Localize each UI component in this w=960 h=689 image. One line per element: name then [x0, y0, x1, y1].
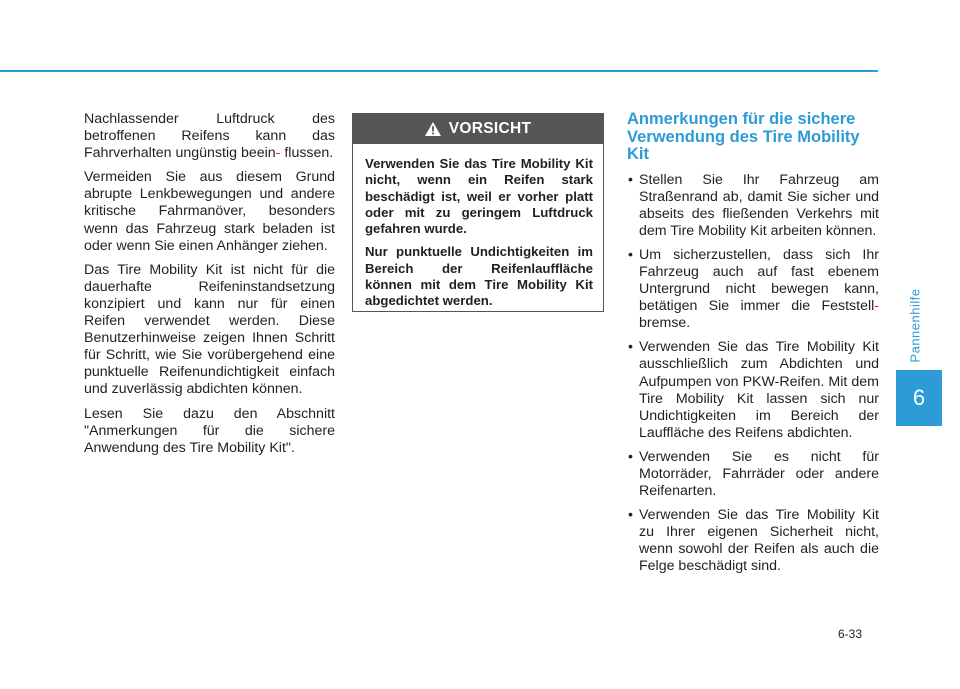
caution-box [352, 113, 604, 312]
hyphen-mark: - [275, 145, 281, 162]
warning-triangle-icon [425, 122, 441, 136]
bullet-list [627, 172, 879, 576]
chapter-side-label [892, 285, 938, 365]
section-heading: Anmerkungen für die sichere Verwendung des Tire Mobility Kit [627, 110, 860, 163]
paragraph-pressure: Nachlassender Luftdruck des betroffenen Reifens kann das Fahrverhalten ungünstig beein- flussen. [84, 111, 335, 162]
list-item: • Stellen Sie Ihr Fahrzeug am Straßenrand ab, damit Sie sicher und abseits des fließenden Verkehrs mit dem Tire Mobility Kit arbeiten können. [627, 172, 879, 240]
list-item: • Verwenden Sie das Tire Mobility Kit ausschließlich zum Abdichten und Aufpumpen von PKW-Reifen. Mit dem Tire Mobility Kit lassen sich nur Undichtigkeiten im Bereich der Lauffläche des Reifens abdichten. [627, 339, 879, 442]
caution-title: VORSICHT [448, 120, 532, 137]
paragraph-avoid: Vermeiden Sie aus diesem Grund abrupte Lenkbewegungen und andere kritische Fahrmanöver, besonders wenn das Fahrzeug stark beladen ist oder wenn Sie einen Anhänger ziehen. [84, 169, 335, 254]
chapter-number-tab: 6 [896, 370, 942, 426]
hyphen-mark: - [874, 298, 879, 315]
paragraph-reference: Lesen Sie dazu den Abschnitt "Anmerkungen für die sichere Anwendung des Tire Mobility Kit". [84, 405, 335, 456]
caution-text-1: Verwenden Sie das Tire Mobility Kit nicht, wenn ein Reifen stark beschädigt ist, weil er vorher platt oder mit zu geringem Luftdruck gefahren wurde. [365, 156, 593, 237]
list-item: • Verwenden Sie das Tire Mobility Kit zu Ihrer eigenen Sicherheit nicht, wenn sowohl der Reifen als auch die Felge beschädigt sind. [627, 507, 879, 575]
list-item: • Um sicherzustellen, dass sich Ihr Fahrzeug auch auf fast ebenem Untergrund nicht bewegen kann, betätigen Sie immer die Feststell- bremse. [627, 247, 879, 332]
paragraph-kit-info: Das Tire Mobility Kit ist nicht für die dauerhafte Reifeninstandsetzung konzipiert und kann nur für einen Reifen verwendet werden. Diese Benutzerhinweise zeigen Ihnen Schritt für Schritt, wie Sie vorübergehend eine punktuelle Reifenundichtigkeit einfach und zuverlässig abdichten können. [84, 261, 335, 398]
header-rule [0, 70, 878, 72]
caution-header [353, 114, 603, 144]
page-number: 6-33 [838, 627, 863, 641]
right-column [627, 111, 879, 583]
caution-text-2: Nur punktuelle Undichtigkeiten im Bereich der Reifenlauffläche können mit dem Tire Mobility Kit abgedichtet werden. [365, 244, 593, 309]
caution-body [353, 144, 603, 310]
chapter-label-text: Pannenhilfe [907, 287, 923, 363]
list-item: • Verwenden Sie es nicht für Motorräder, Fahrräder oder andere Reifenarten. [627, 449, 879, 500]
left-column [84, 111, 335, 464]
